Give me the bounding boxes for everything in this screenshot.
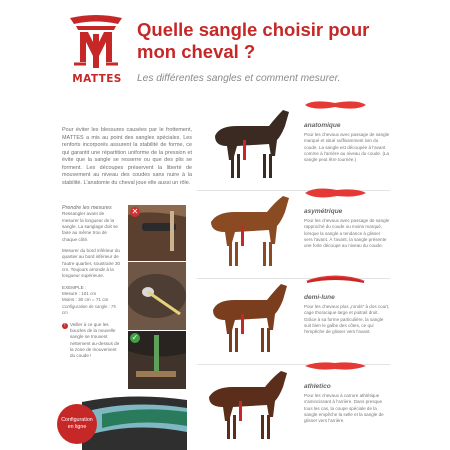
cta-line-1: Configuration: [61, 417, 93, 423]
girth-description: Pour les chevaux à carrure athlétique s'amincissant à l'arrière. Dans presque tous les cas, la coupe spéciale de la sangle empêche la selle et la sangle de glisser vers l'arrière.: [304, 393, 384, 423]
page-subtitle: Les différentes sangles et comment mesurer.: [137, 73, 341, 84]
intro-paragraph: Pour éviter les blessures causées par le frottement, MATTES a mis au point des sangles spéciales. Les renforts incorporés assurent la stabilité de forme, ce qui garantit une répartition uniforme de la pression et évite que la sangle se resserre ou que des plis se forment. Les découpes préservent la liberté de mouvement au niveau des coudes sans nuire à la stabilité. L'anatomie du cheval joue elle aussi un rôle.: [62, 127, 192, 186]
online-configuration-button[interactable]: [57, 404, 97, 444]
mattes-logo: [66, 14, 126, 70]
horse-illustration: [197, 270, 301, 364]
photo-measuring-tape: [128, 262, 186, 330]
example-line-2: Moins : 30 cm = 71 cm: [62, 297, 109, 303]
measure-heading: Prendre les mesures: [62, 205, 112, 211]
horse-illustration: [197, 96, 301, 190]
girth-type-asymetrique: [197, 184, 450, 279]
girth-name: asymétrique: [304, 208, 343, 215]
photo-girth-correct: [128, 331, 186, 389]
example-line-1: Mesure : 101 cm: [62, 291, 97, 297]
girth-illustration: [303, 98, 368, 112]
girth-description: Pour les chevaux avec passage de sangle marqué et situé suffisamment loin du coude. La sangle est découpée à l'avant comme à l'arrière au niveau du coude. (La sangle peut être tournée.): [304, 132, 390, 162]
incorrect-icon: ✕: [131, 207, 139, 216]
girth-name: demi-lune: [304, 294, 335, 301]
girth-description: Pour les chevaux plus „ronds" à dos court, cage thoracique large et poitrail droit. Grâce à sa forme particulière, la sangle suit bien le galbe des côtes, ce qui l'empêche de glisser vers l'avant.: [304, 304, 390, 334]
brand-name: MATTES: [72, 73, 122, 85]
girth-illustration: [303, 272, 368, 286]
horse-illustration: [197, 357, 301, 450]
girth-type-athletico: [197, 357, 450, 450]
warning-icon: !: [62, 323, 68, 329]
horse-illustration: [197, 184, 301, 278]
warning-note: [62, 322, 122, 360]
measure-step-1: Ressangler avant de mesurer la longueur de la sangle. La sanglage doit se faire au même trou de chaque côté.: [62, 211, 118, 242]
girth-type-demi-lune: [197, 270, 450, 365]
page-title: Quelle sangle choisir pour mon cheval ?: [137, 19, 370, 62]
girth-name: anatomique: [304, 122, 341, 129]
measure-step-2: Mesurer du bord inférieur du quartier au bord inférieur de l'autre quartier, soustraire 30 cm. Toujours arrondir à la longueur supérieure.: [62, 248, 121, 279]
cta-line-2: en ligne: [67, 424, 87, 430]
girth-description: Pour les chevaux avec passage de sangle rapproché du coude ou moins marqué, lorsque la sangle a tendance à glisser vers l'avant. À l'avant, la sangle présente une forte découpe au niveau du coude.: [304, 218, 390, 248]
photo-girth-too-low: [128, 205, 186, 261]
correct-icon: ✓: [131, 333, 139, 342]
girth-illustration: [303, 359, 368, 373]
warning-text: Veiller à ce que les boucles de la nouvelle sangle se trouvent nettement au-dessus de la zone de mouvement du coude !: [70, 321, 120, 359]
example-label: EXEMPLE :: [62, 284, 87, 290]
girth-illustration: [303, 186, 368, 200]
girth-name: athletico: [304, 383, 331, 390]
girth-type-anatomique: [197, 96, 450, 191]
measure-section: [62, 205, 122, 360]
example-rule: Configuration de sangle : 75 cm: [62, 303, 116, 316]
